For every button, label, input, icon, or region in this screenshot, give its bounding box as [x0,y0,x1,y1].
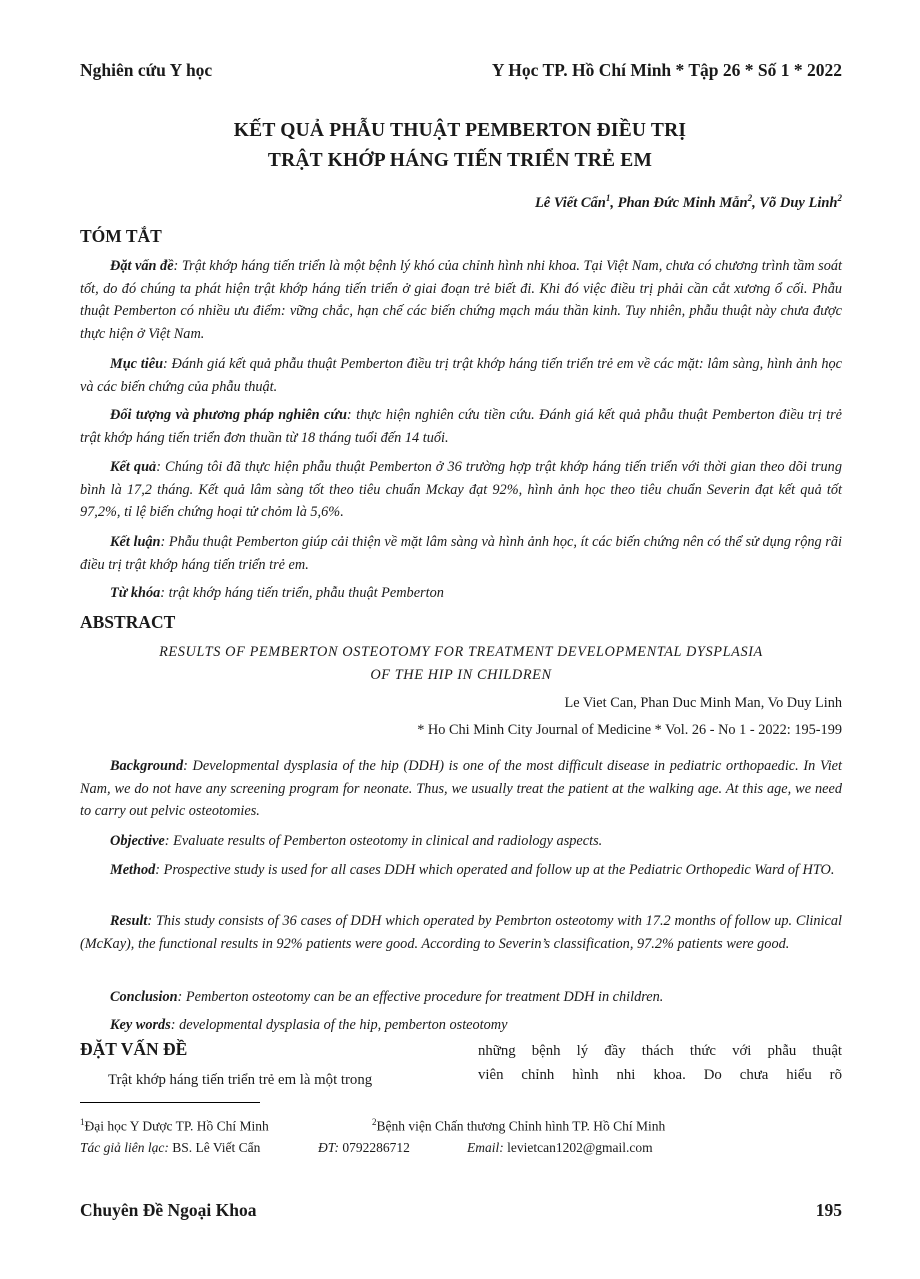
section-text: : Developmental dysplasia of the hip (DDH) is one of the most difficult disease in pediatric orthopaedic. In Viet Nam, we do not have any screening program for neonate. Thus, we usually treat the patient at the walking age. At this age, we need to carry out pelvic osteotomies. [80,758,842,819]
intro-right-line1: những bệnh lý đầy thách thức với phẫu thuật [478,1043,842,1059]
summary-result [80,456,842,524]
phone-number: 0792286712 [339,1140,410,1155]
footnote-divider [80,1102,260,1103]
affiliation-mark: 2 [837,193,842,203]
author-name: Lê Viết Cẩn [534,194,606,211]
section-text: : Chúng tôi đã thực hiện phẫu thuật Pemberton ở 36 trường hợp trật khớp háng tiến triển với thời gian theo dõi trung bình là 17,2 tháng. Kết quả lâm sàng tốt theo tiêu chuẩn Mckay đạt 92%, hình ảnh học theo tiêu chuẩn Severin đạt kết quả tốt 97,2%, tỉ lệ biến chứng hoại tử chỏm là 5,6%. [80,459,842,520]
summary-method [80,404,842,449]
intro-heading: ĐẶT VẤN ĐỀ [80,1039,188,1059]
section-text: : Pemberton osteotomy can be an effective procedure for treatment DDH in children. [177,989,664,1005]
section-text: : Phẫu thuật Pemberton giúp cải thiện về mặt lâm sàng và hình ảnh học, ít các biến chứng nên có thể sử dụng rộng rãi điều trị trật khớp háng tiến triển trẻ em. [80,534,842,573]
footer-section-name: Chuyên Đề Ngoại Khoa [80,1200,257,1220]
abstract-authors: Le Viet Can, Phan Duc Minh Man, Vo Duy Linh [564,695,842,711]
section-label: Từ khóa [110,585,161,601]
author-name: Phan Đức Minh Mẫn [617,194,748,211]
affiliation-mark: 1 [605,193,611,203]
abstract-title-line2: OF THE HIP IN CHILDREN [370,667,552,683]
affiliation-mark: 1 [80,1117,85,1127]
section-label: Kết quả [110,459,157,475]
intro-left-column: Trật khớp háng tiến triển trẻ em là một trong [108,1072,373,1088]
abstract-objective [80,830,842,853]
author-list [535,193,842,212]
section-label: Đặt vấn đề [110,258,174,274]
email-label: Email: [467,1140,504,1155]
section-text: : Prospective study is used for all cases DDH which operated and follow up at the Pediatric Orthopedic Ward of HTO. [155,862,835,878]
footnote-phone [318,1140,410,1156]
affiliation-mark: 2 [747,193,753,203]
abstract-keywords [80,1014,842,1037]
author-separator: , [610,194,618,211]
footnote-affiliation-1 [80,1117,269,1135]
section-text: : developmental dysplasia of the hip, pemberton osteotomy [170,1017,508,1033]
contact-label: Tác giả liên lạc: [80,1140,169,1155]
section-text: : Trật khớp háng tiến triển là một bệnh lý khó của chỉnh hình nhi khoa. Tại Việt Nam, chưa có chương trình tầm soát tốt, do đó chúng ta phát hiện trật khớp háng tiến triển ở giai đoạn trẻ biết đi. Khi đó việc điều trị phải cần cắt xương ổ cối. Phẫu thuật Pemberton có nhiều ưu điểm: vững chắc, hạn chế các biến chứng mạch máu thần kinh. Tuy nhiên, phẫu thuật này chưa được thực hiện ở Việt Nam. [80,258,842,342]
section-text: : thực hiện nghiên cứu tiền cứu. Đánh giá kết quả phẫu thuật Pemberton điều trị trẻ trật khớp háng tiến triển đơn thuần từ 18 tháng tuổi đến 14 tuổi. [80,407,842,446]
abstract-background [80,755,842,823]
section-label: Đối tượng và phương pháp nghiên cứu [110,407,347,423]
running-header-left: Nghiên cứu Y học [80,60,213,80]
summary-heading: TÓM TẮT [80,226,162,246]
abstract-method [80,859,842,882]
section-label: Objective [110,833,165,849]
section-text: : Đánh giá kết quả phẫu thuật Pemberton điều trị trật khớp háng tiến triển trẻ em về các mặt: lâm sàng, hình ảnh học và các biến chứng của phẫu thuật. [80,356,842,395]
abstract-title-line1: RESULTS OF PEMBERTON OSTEOTOMY FOR TREATMENT DEVELOPMENTAL DYSPLASIA [159,644,763,660]
running-header-right: Y Học TP. Hồ Chí Minh * Tập 26 * Số 1 * 2022 [491,60,842,80]
author-name: Võ Duy Linh [759,194,838,211]
section-label: Result [110,913,148,929]
contact-name: BS. Lê Viết Cẩn [168,1140,261,1155]
section-label: Mục tiêu [110,356,164,372]
author-separator: , [752,194,760,211]
phone-label: ĐT: [318,1140,340,1155]
page-number: 195 [815,1200,842,1220]
section-text: : This study consists of 36 cases of DDH which operated by Pembrton osteotomy with 17.2 months of follow up. Clinical (McKay), the functional results in 92% patients were good. According to Severin’s classification, 97.2% patients were good. [80,913,842,952]
footnote-email [467,1140,653,1156]
section-text: : Evaluate results of Pemberton osteotomy in clinical and radiology aspects. [164,833,603,849]
summary-objective [80,353,842,398]
summary-conclusion [80,531,842,576]
footnote-contact [80,1140,260,1156]
section-label: Key words [110,1017,171,1033]
affiliation-mark: 2 [372,1117,377,1127]
article-title-line1: KẾT QUẢ PHẪU THUẬT PEMBERTON ĐIỀU TRỊ [233,120,687,141]
affiliation-text: Đại học Y Dược TP. Hồ Chí Minh [84,1118,269,1134]
affiliation-text: Bệnh viện Chấn thương Chỉnh hình TP. Hồ Chí Minh [376,1118,666,1134]
abstract-heading: ABSTRACT [80,612,176,632]
journal-citation: * Ho Chi Minh City Journal of Medicine * Vol. 26 - No 1 - 2022: 195-199 [417,722,842,738]
footnote-affiliation-2 [372,1117,665,1135]
section-text: : trật khớp háng tiến triển, phẫu thuật Pemberton [160,585,444,601]
article-title-line2: TRẬT KHỚP HÁNG TIẾN TRIỂN TRẺ EM [267,150,653,171]
email-address: levietcan1202@gmail.com [503,1140,653,1155]
intro-right-line2: viên chỉnh hình nhi khoa. Do chưa hiểu rõ [478,1067,842,1083]
section-label: Background [110,758,184,774]
summary-background [80,255,842,345]
abstract-result [80,910,842,955]
abstract-conclusion [80,986,842,1009]
section-label: Kết luận [110,534,161,550]
summary-keywords [80,582,842,605]
section-label: Method [110,862,156,878]
section-label: Conclusion [110,989,178,1005]
